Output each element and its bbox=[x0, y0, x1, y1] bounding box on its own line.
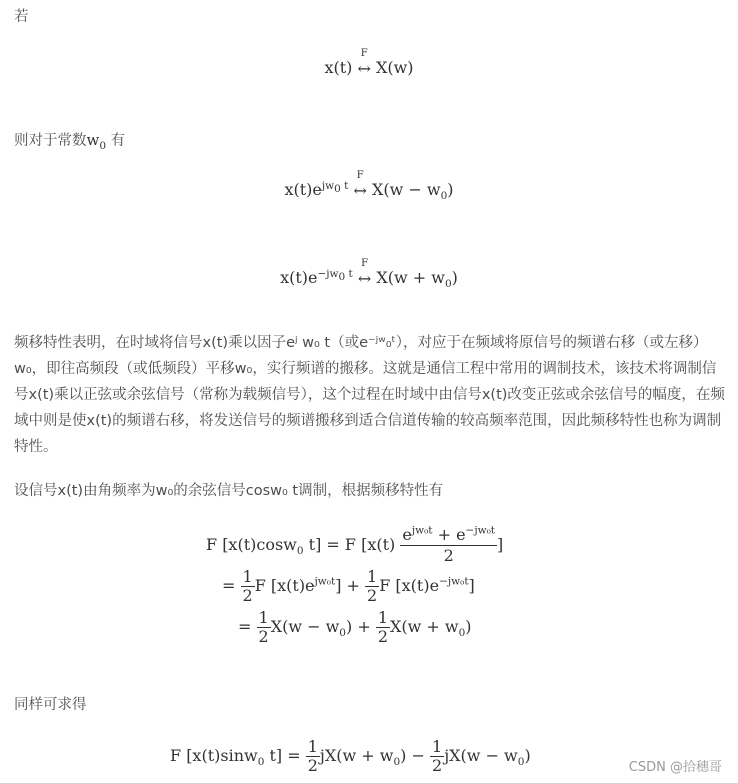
csdn-watermark: CSDN @拾穗哥 bbox=[628, 760, 722, 775]
intro-text: 若 bbox=[14, 9, 29, 25]
equation-2: $x(t)e^{jw_0 t}$ F ↔ $X(w - w_0)$ bbox=[284, 170, 454, 203]
equation-4-line-2: = $\frac{1}{2}$ F $[x(t)e^{jw_0t}]$ + $\frac{1}{2}$ F $[x(t)e^{-jw_0t}]$ bbox=[222, 567, 475, 605]
equation-5: F [x(t)sinw$_0$ t] = $\frac{1}{2}$ $jX(w + w_0)$ − $\frac{1}{2}$ $jX(w - w_0)$ bbox=[170, 737, 531, 775]
equation-4-line-1: F [x(t)cosw$_0$ t] = F [x(t) $\frac{e^{jw_0t} + e^{-jw_0t}}{2}$ ] bbox=[206, 524, 504, 565]
equation-4-line-3: = $\frac{1}{2}$ $X(w - w_0)$ + $\frac{1}{2}$ $X(w + w_0)$ bbox=[238, 608, 472, 646]
equation-1: x(t) F ↔ X(w) bbox=[324, 48, 414, 78]
frequency-shift-paragraph: 频移特性表明，在时域将信号x(t)乘以因子eʲ w₀ t（或e⁻ʲʷ₀ᵗ），对应于在频域将原信号的频谱右移（或左移）w₀，即往高频段（或低频段）平移w₀，实行频谱的搬移。这就是通信工程中常用的调制技术，该技术将调制信号x(t)乘以正弦或余弦信号（常称为载频信号），这个过程在时域中由信号x(t)改变正弦或余弦信号的幅度，在频域中则是使x(t)的频谱右移，将发送信号的频谱搬移到适合信道传输的较高频率范围，因此频移特性也称为调制特性。 bbox=[14, 335, 725, 455]
cosine-modulation-line: 设信号x(t)由角频率为w₀的余弦信号cosw₀ t调制，根据频移特性有 bbox=[14, 483, 444, 499]
similarly-line: 同样可求得 bbox=[14, 697, 87, 713]
constant-line: 则对于常数$w_0$ 有 bbox=[14, 131, 126, 152]
equation-3: $x(t)e^{-jw_0 t}$ F ↔ $X(w + w_0)$ bbox=[280, 258, 458, 291]
